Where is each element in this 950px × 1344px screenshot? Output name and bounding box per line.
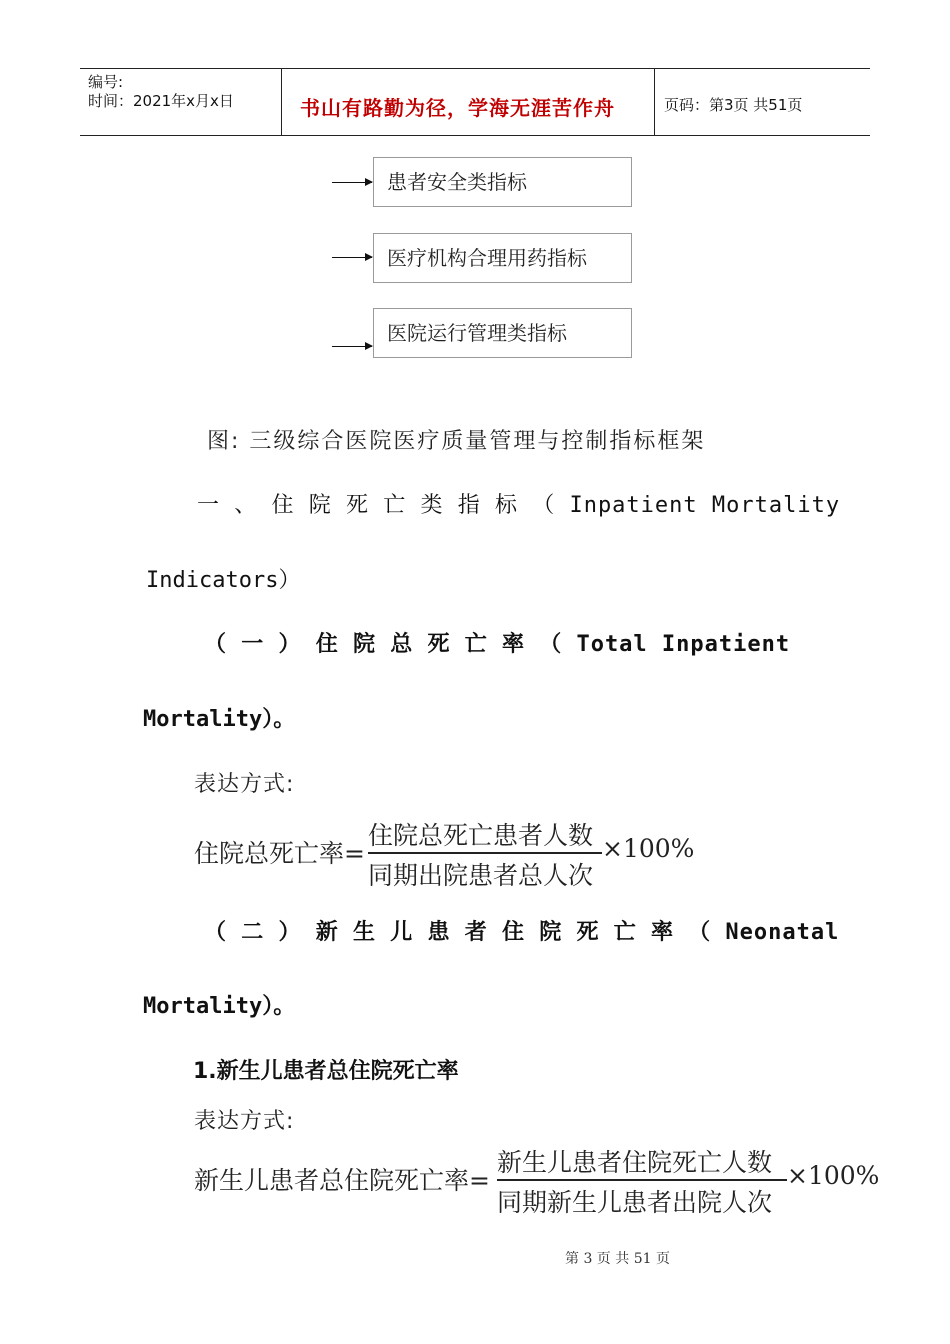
framework-box (373, 157, 632, 207)
subsection-heading-cont: Mortality）。 (143, 707, 296, 732)
framework-box-label: 医疗机构合理用药指标 (387, 246, 587, 270)
formula-numerator: 新生儿患者住院死亡人数 (497, 1148, 773, 1177)
subsection-heading: （ 二 ） 新 生 儿 患 者 住 院 死 亡 率 （ Neonatal (204, 920, 840, 945)
expression-label: 表达方式: (194, 772, 295, 797)
header-divider (281, 68, 282, 136)
header-bottom-rule (80, 135, 870, 136)
section-heading-cont: Indicators） (146, 568, 301, 593)
subsection-heading-cont: Mortality）。 (143, 994, 296, 1019)
header-motto: 书山有路勤为径，学海无涯苦作舟 (300, 96, 615, 120)
framework-box (373, 308, 632, 358)
document-number-label: 编号: (88, 73, 124, 91)
figure-caption: 图: 三级综合医院医疗质量管理与控制指标框架 (207, 429, 706, 454)
item-title: 1.新生儿患者总住院死亡率 (193, 1059, 459, 1084)
fraction-bar (368, 852, 602, 854)
header-top-rule (80, 68, 870, 69)
framework-box-label: 患者安全类指标 (387, 170, 527, 194)
document-time-label: 时间：2021年x月x日 (88, 92, 234, 110)
header-page-info: 页码：第3页 共51页 (664, 96, 803, 114)
formula-lhs: 住院总死亡率= (194, 839, 365, 868)
arrow-icon (332, 346, 372, 347)
section-heading: 一 、 住 院 死 亡 类 指 标 （ Inpatient Mortality (197, 493, 841, 518)
formula-denominator: 同期出院患者总人次 (368, 861, 594, 890)
subsection-heading: （ 一 ） 住 院 总 死 亡 率 （ Total Inpatient (204, 632, 791, 657)
header-divider (654, 68, 655, 136)
arrow-icon (332, 182, 372, 183)
formula-lhs: 新生儿患者总住院死亡率= (194, 1166, 490, 1195)
expression-label: 表达方式: (194, 1109, 295, 1134)
fraction-bar (497, 1179, 787, 1181)
formula-multiplier: ×100% (602, 834, 695, 863)
formula-denominator: 同期新生儿患者出院人次 (497, 1188, 773, 1217)
arrow-icon (332, 257, 372, 258)
framework-box (373, 233, 632, 283)
formula-multiplier: ×100% (787, 1161, 880, 1190)
formula-numerator: 住院总死亡患者人数 (368, 821, 594, 850)
page-footer: 第 3 页 共 51 页 (565, 1251, 670, 1267)
framework-box-label: 医院运行管理类指标 (387, 321, 567, 345)
